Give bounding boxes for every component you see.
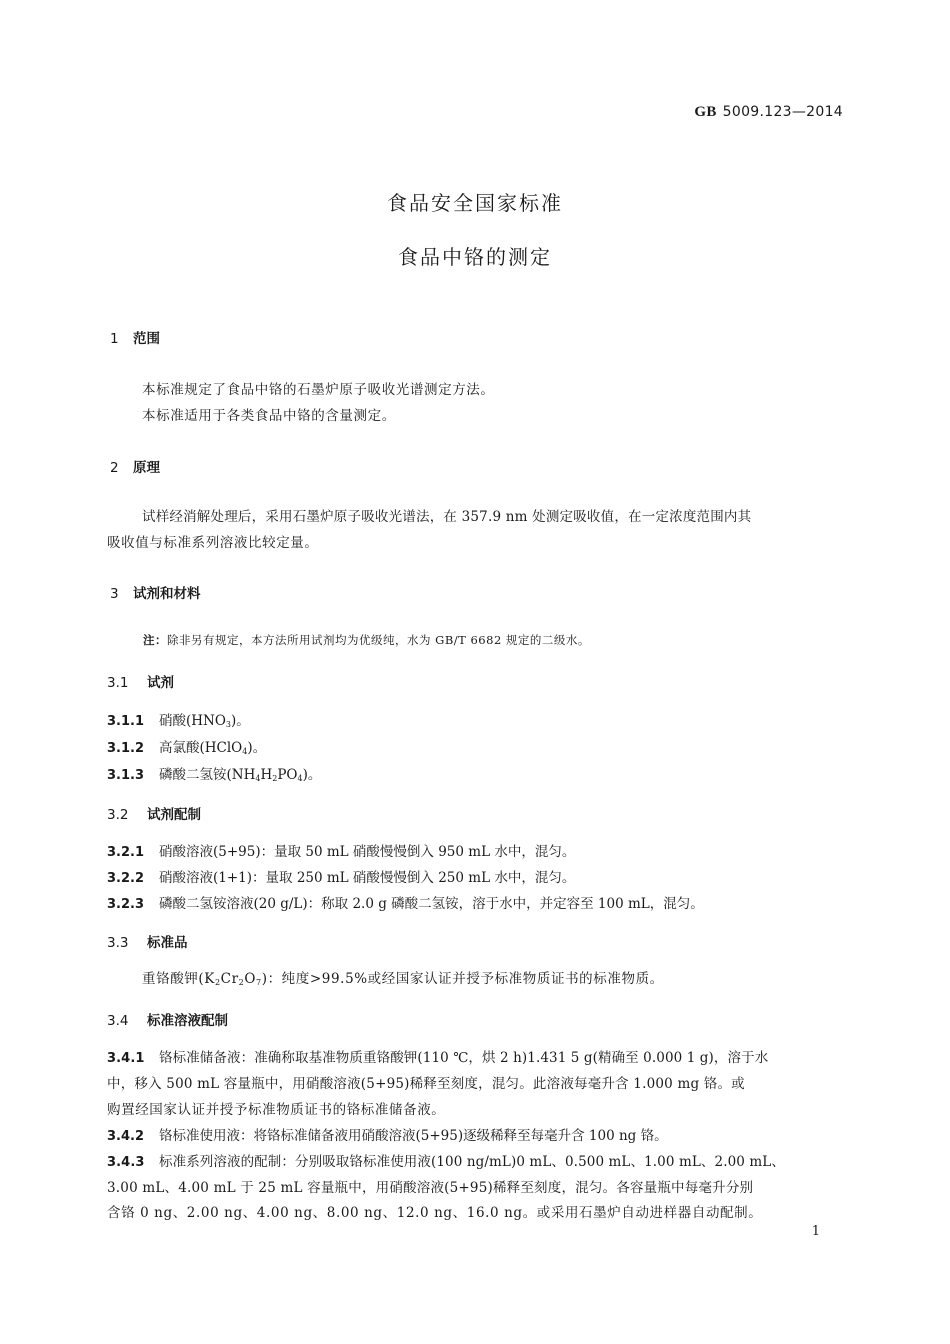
reagent-item xyxy=(107,736,266,756)
item-text: )。 xyxy=(247,740,267,756)
reagent-item xyxy=(107,709,250,729)
item-text: 磷酸二氢铵(NH xyxy=(159,767,256,783)
reagent-prep-item xyxy=(107,840,575,860)
section-number: 2 xyxy=(110,460,119,476)
item-text: 标准系列溶液的配制：分别吸取铬标准使用液(100 ng/mL)0 mL、0.500 mL、1.00 mL、2.00 mL、 xyxy=(159,1154,785,1170)
section-title: 范围 xyxy=(133,331,160,347)
subscript: 7 xyxy=(256,978,262,987)
item-text: 磷酸二氢铵溶液(20 g/L)：称取 2.0 g 磷酸二氢铵，溶于水中，并定容至 100 mL，混匀。 xyxy=(159,896,704,912)
subscript: 2 xyxy=(214,978,221,987)
subscript: 4 xyxy=(242,747,248,756)
section-number: 3.2 xyxy=(107,807,129,823)
section-title: 试剂 xyxy=(147,675,174,691)
item-text: 高氯酸(HClO xyxy=(159,740,243,756)
subscript: 2 xyxy=(238,978,245,987)
item-continuation: 购置经国家认证并授予标准物质证书的铬标准储备液。 xyxy=(107,1102,446,1118)
standard-solution-item xyxy=(107,1046,768,1066)
item-number: 3.4.2 xyxy=(107,1129,145,1144)
page-number: 1 xyxy=(811,1224,820,1239)
paragraph: 本标准适用于各类食品中铬的含量测定。 xyxy=(142,408,396,424)
section-title: 试剂和材料 xyxy=(133,586,201,602)
item-continuation: 中，移入 500 mL 容量瓶中，用硝酸溶液(5+95)稀释至刻度，混匀。此溶液每毫升含 1.000 mg 铬。或 xyxy=(107,1076,745,1092)
document-title-sub: 食品中铬的测定 xyxy=(398,245,552,269)
text: O xyxy=(244,971,257,987)
document-title-main: 食品安全国家标准 xyxy=(387,191,563,215)
item-text: 硝酸(HNO xyxy=(159,713,226,729)
text: )：纯度>99.5%或经国家认证并授予标准物质证书的标准物质。 xyxy=(261,971,664,987)
item-text: )。 xyxy=(231,713,250,729)
section-heading-1 xyxy=(110,327,160,347)
item-number: 3.2.2 xyxy=(107,871,145,886)
section-number: 3.4 xyxy=(107,1013,129,1029)
item-text: 硝酸溶液(5+95)：量取 50 mL 硝酸慢慢倒入 950 mL 水中，混匀。 xyxy=(159,844,576,860)
item-number: 3.2.1 xyxy=(107,845,145,860)
subsection-heading-3-4 xyxy=(107,1009,228,1029)
paragraph: 本标准规定了食品中铬的石墨炉原子吸收光谱测定方法。 xyxy=(142,382,495,398)
standard-prefix: GB xyxy=(694,104,717,120)
subscript: 2 xyxy=(272,774,278,783)
subsection-heading-3-3 xyxy=(107,931,188,951)
item-number: 3.4.3 xyxy=(107,1155,145,1170)
item-continuation: 3.00 mL、4.00 mL 于 25 mL 容量瓶中，用硝酸溶液(5+95)稀释至刻度，混匀。各容量瓶中每毫升分别 xyxy=(107,1180,754,1196)
section-heading-2 xyxy=(110,456,160,476)
item-number: 3.1.1 xyxy=(107,714,145,729)
note-label: 注： xyxy=(143,633,167,647)
section-number: 3 xyxy=(110,586,119,602)
item-text: 铬标准使用液：将铬标准储备液用硝酸溶液(5+95)逐级稀释至每毫升含 100 ng 铬。 xyxy=(159,1128,668,1144)
reagent-item xyxy=(107,763,321,783)
item-text: PO xyxy=(277,767,298,783)
paragraph: 吸收值与标准系列溶液比较定量。 xyxy=(107,535,319,551)
item-number: 3.2.3 xyxy=(107,897,145,912)
standard-number: 5009.123—2014 xyxy=(722,104,843,120)
item-text: 铬标准储备液：准确称取基准物质重铬酸钾(110 ℃，烘 2 h)1.431 5 g(精确至 0.000 1 g)，溶于水 xyxy=(159,1050,769,1066)
item-text: H xyxy=(260,767,273,783)
reagent-prep-item xyxy=(107,892,704,912)
standard-code xyxy=(694,104,843,121)
item-continuation: 含铬 0 ng、2.00 ng、4.00 ng、8.00 ng、12.0 ng、16.0 ng。或采用石墨炉自动进样器自动配制。 xyxy=(107,1205,763,1221)
text: 重铬酸钾(K xyxy=(142,971,215,987)
section-title: 原理 xyxy=(133,460,160,476)
standard-material-paragraph xyxy=(142,967,664,987)
item-text: )。 xyxy=(302,767,322,783)
reagent-prep-item xyxy=(107,866,575,886)
section-title: 标准品 xyxy=(147,935,188,951)
section-number: 3.3 xyxy=(107,935,129,951)
note xyxy=(143,632,590,648)
subscript: 3 xyxy=(225,720,232,729)
text: Cr xyxy=(220,971,239,987)
standard-solution-item xyxy=(107,1150,785,1170)
subsection-heading-3-2 xyxy=(107,803,201,823)
item-number: 3.4.1 xyxy=(107,1051,145,1066)
section-title: 标准溶液配制 xyxy=(147,1013,228,1029)
section-number: 3.1 xyxy=(107,675,129,691)
item-number: 3.1.2 xyxy=(107,741,145,756)
item-text: 硝酸溶液(1+1)：量取 250 mL 硝酸慢慢倒入 250 mL 水中，混匀。 xyxy=(159,870,576,886)
note-text: 除非另有规定，本方法所用试剂均为优级纯，水为 GB/T 6682 规定的二级水。 xyxy=(167,633,590,647)
standard-solution-item xyxy=(107,1124,668,1144)
subscript: 4 xyxy=(255,774,261,783)
subscript: 4 xyxy=(297,774,303,783)
paragraph: 试样经消解处理后，采用石墨炉原子吸收光谱法，在 357.9 nm 处测定吸收值，在一定浓度范围内其 xyxy=(142,509,752,525)
subsection-heading-3-1 xyxy=(107,671,174,691)
section-number: 1 xyxy=(110,331,119,347)
section-title: 试剂配制 xyxy=(147,807,201,823)
section-heading-3 xyxy=(110,582,201,602)
item-number: 3.1.3 xyxy=(107,768,145,783)
